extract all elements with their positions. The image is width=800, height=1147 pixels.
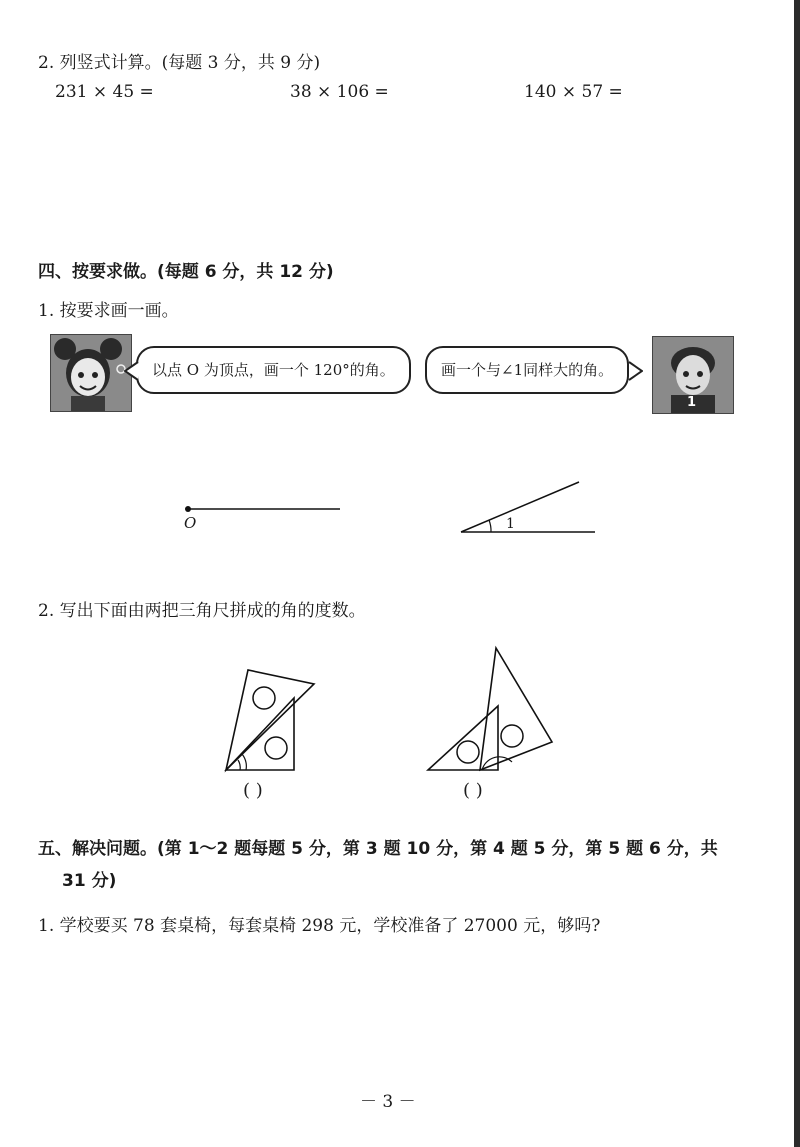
speech-bubble-left — [136, 346, 411, 394]
point-o-label: O — [184, 514, 197, 532]
ray-o — [180, 500, 350, 520]
set-squares-left — [220, 664, 320, 776]
problem-1: 231 × 45 = — [55, 82, 154, 102]
angle-1-diagram — [455, 476, 605, 540]
section-5-title: 五、解决问题。(第 1～2 题每题 5 分，第 3 题 10 分，第 4 题 5 分，第 5 题 6 分，共 — [38, 839, 718, 859]
girl-avatar — [50, 334, 132, 412]
girl-avatar-drawing — [51, 335, 131, 411]
section-4-q2-title: 2. 写出下面由两把三角尺拼成的角的度数。 — [38, 601, 366, 621]
problem-2: 38 × 106 = — [290, 82, 389, 102]
boy-avatar — [652, 336, 734, 414]
bubble-right-tail — [627, 360, 643, 382]
problem-3: 140 × 57 = — [524, 82, 623, 102]
speech-bubble-right — [425, 346, 629, 394]
scan-edge — [794, 0, 800, 1147]
angle-1-label: 1 — [506, 516, 515, 532]
answer-right: ( ) — [463, 780, 483, 801]
section-5-q1: 1. 学校要买 78 套桌椅，每套桌椅 298 元，学校准备了 27000 元，够吗? — [38, 916, 601, 936]
section-4-q1-title: 1. 按要求画一画。 — [38, 301, 179, 321]
q2-vertical-calc-title: 2. 列竖式计算。(每题 3 分，共 9 分) — [38, 53, 321, 73]
set-squares-right — [422, 644, 562, 776]
bubble-left-tail — [124, 360, 140, 382]
section-5-title-cont: 31 分) — [62, 871, 117, 891]
speech-bubble-left-text: 以点 O 为顶点，画一个 120°的角。 — [152, 361, 395, 379]
section-4-title: 四、按要求做。(每题 6 分，共 12 分) — [38, 262, 334, 282]
page-number: － 3 － — [360, 1092, 416, 1112]
answer-left: ( ) — [243, 780, 263, 801]
speech-bubble-right-text: 画一个与∠1同样大的角。 — [441, 361, 614, 379]
shirt-number: 1 — [687, 395, 697, 410]
